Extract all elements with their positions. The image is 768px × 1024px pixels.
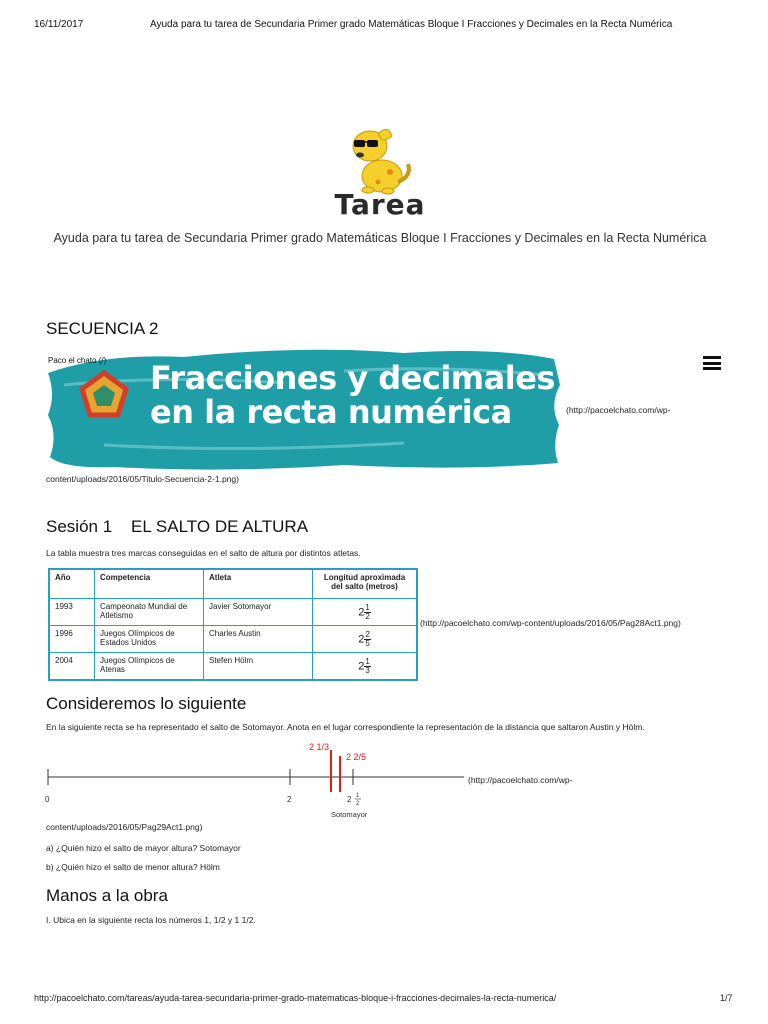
table-row [49, 599, 417, 626]
cell-competition: Juegos Olímpicos de Estados Unidos [95, 626, 204, 653]
label-0: 0 [45, 795, 50, 804]
banner-title-line1: Fracciones y decimales [150, 359, 555, 397]
length-whole: 2 [358, 659, 365, 672]
cell-year: 1996 [49, 626, 95, 653]
label-austin: 2 2/5 [346, 752, 367, 762]
table-row [49, 653, 417, 681]
col-athlete: Atleta [204, 569, 313, 599]
print-date: 16/11/2017 [34, 19, 84, 30]
site-name[interactable]: Tarea [334, 188, 426, 221]
col-year: Año [49, 569, 95, 599]
fraction-num: 1 [365, 656, 370, 666]
jump-table [48, 568, 418, 681]
footer-url: http://pacoelchato.com/tareas/ayuda-tarea-secundaria-primer-grado-matematicas-bloque-i-fracciones-decimales-la-recta-numerica/ [34, 993, 557, 1003]
answer-b: b) ¿Quién hizo el salto de menor altura? Hölm [46, 862, 220, 872]
length-fraction [364, 631, 370, 648]
number-line-image-link[interactable]: (http://pacoelchato.com/wp- [468, 775, 573, 785]
cell-athlete: Stefen Hölm [204, 653, 313, 681]
number-line[interactable] [44, 738, 484, 822]
session-intro: La tabla muestra tres marcas conseguidas en el salto de altura por distintos atletas. [46, 548, 361, 558]
site-tagline: Ayuda para tu tarea de Secundaria Primer grado Matemáticas Bloque I Fracciones y Decimales en la Recta Numérica [53, 231, 707, 245]
label-sotomayor-den: 2 [356, 801, 360, 807]
cell-athlete: Charles Austin [204, 626, 313, 653]
paco-link[interactable]: Paco el chato (/) [48, 356, 107, 365]
manos-item-1: I. Ubica en la siguiente recta los números 1, 1/2 y 1 1/2. [46, 915, 256, 925]
table-header-row [49, 569, 417, 599]
page-number: 1/7 [720, 993, 733, 1003]
banner-image-link-cont[interactable]: content/uploads/2016/05/Titulo-Secuencia-2-1.png) [46, 474, 239, 484]
consider-heading: Consideremos lo siguiente [46, 694, 247, 713]
label-holm: 2 1/3 [309, 742, 330, 752]
fraction-den: 2 [365, 611, 370, 621]
length-fraction [364, 658, 370, 675]
length-whole: 2 [358, 632, 365, 645]
menu-icon[interactable] [703, 356, 721, 370]
print-title: Ayuda para tu tarea de Secundaria Primer grado Matemáticas Bloque I Fracciones y Decimales en la Recta Numérica [150, 19, 673, 30]
label-2: 2 [287, 795, 292, 804]
fraction-num: 1 [365, 602, 370, 612]
table-image-link[interactable]: (http://pacoelchato.com/wp-content/uploads/2016/05/Pag28Act1.png) [420, 618, 681, 628]
banner-title-line2: en la recta numérica [150, 393, 512, 431]
cell-year: 2004 [49, 653, 95, 681]
cell-competition: Juegos Olímpicos de Atenas [95, 653, 204, 681]
fraction-den: 3 [365, 665, 370, 675]
cell-length [313, 626, 418, 653]
cell-competition: Campeonato Mundial de Atletismo [95, 599, 204, 626]
manos-heading: Manos a la obra [46, 886, 168, 905]
fraction-num: 2 [365, 629, 370, 639]
col-competition: Competencia [95, 569, 204, 599]
cell-year: 1993 [49, 599, 95, 626]
label-sotomayor-whole: 2 [347, 795, 352, 804]
label-sotomayor-caption: Sotomayor [331, 810, 368, 819]
cell-athlete: Javier Sotomayor [204, 599, 313, 626]
answer-a: a) ¿Quién hizo el salto de mayor altura? Sotomayor [46, 843, 241, 853]
dog-logo-icon[interactable] [338, 124, 422, 196]
table-row [49, 626, 417, 653]
cell-length [313, 599, 418, 626]
length-whole: 2 [358, 605, 365, 618]
col-length: Longitud aproximada del salto (metros) [313, 569, 418, 599]
cell-length [313, 653, 418, 681]
banner-title [150, 361, 555, 429]
length-fraction [364, 604, 370, 621]
banner-image-link[interactable]: (http://pacoelchato.com/wp- [566, 405, 671, 415]
number-line-image-link-cont[interactable]: content/uploads/2016/05/Pag29Act1.png) [46, 822, 203, 832]
consider-intro: En la siguiente recta se ha representado el salto de Sotomayor. Anota en el lugar correspondiente la representación de la distancia que saltaron Austin y Hölm. [46, 722, 645, 732]
sequence-heading: SECUENCIA 2 [46, 319, 159, 338]
fraction-den: 5 [365, 638, 370, 648]
session-heading: Sesión 1 EL SALTO DE ALTURA [46, 517, 309, 536]
label-sotomayor-num: 1 [356, 793, 360, 799]
